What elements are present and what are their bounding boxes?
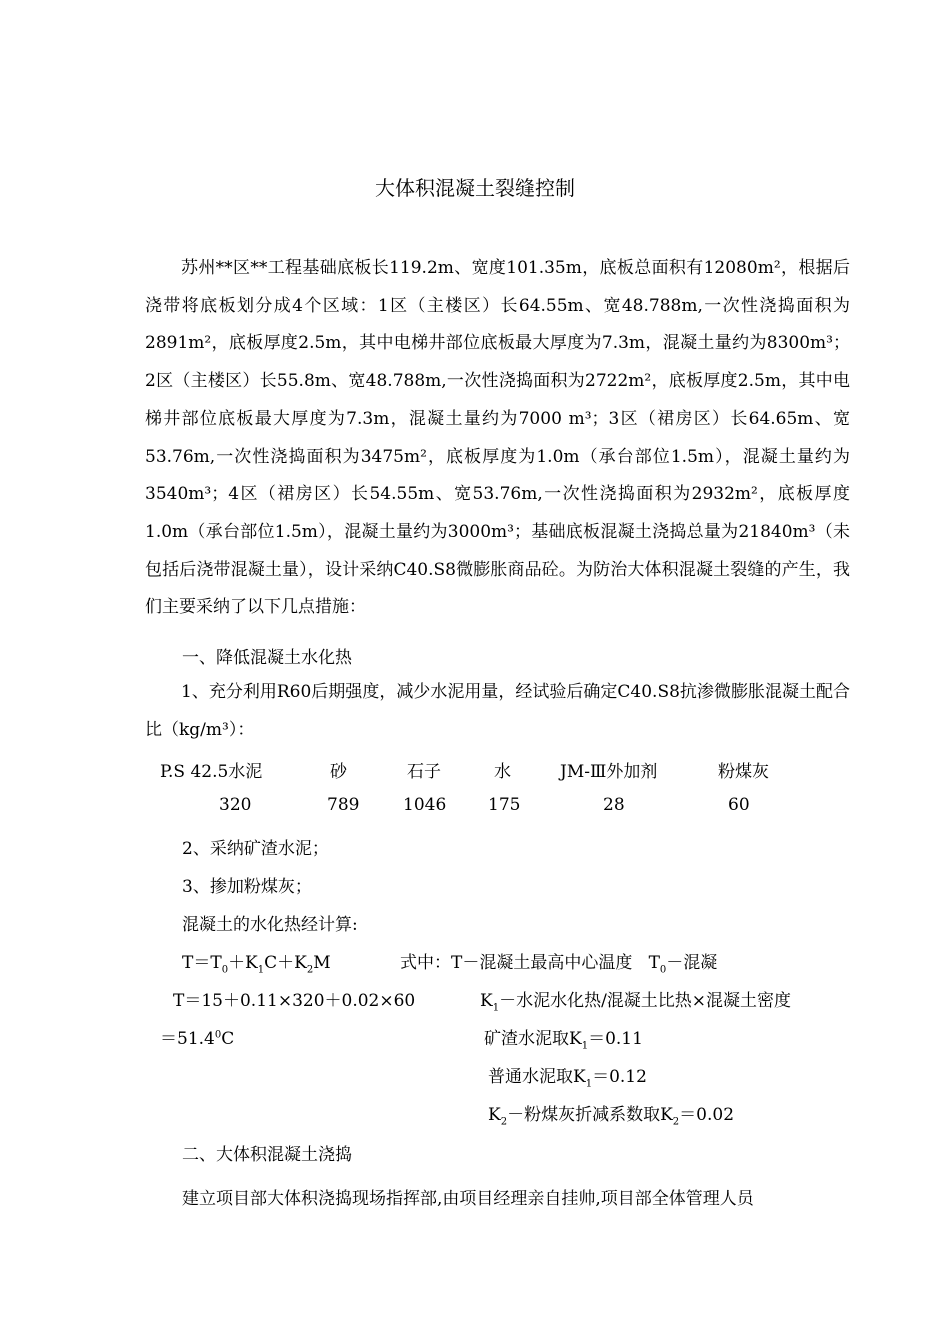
k1-normal-cement: 普通水泥取$K_1=0.12$: [488, 1067, 647, 1090]
calc-heading: 混凝土的水化热经计算:: [182, 915, 358, 935]
mix-value-stone: 1046: [403, 795, 447, 815]
mix-value-water: 175: [488, 795, 521, 815]
mix-header-admixture: JM-Ⅲ外加剂: [560, 762, 658, 782]
section-2-heading: 二、大体积混凝土浇捣: [182, 1145, 352, 1165]
heat-formula: $T=T_0+K_1C+K_2M$: [182, 953, 331, 976]
document-title: 大体积混凝土裂缝控制: [375, 176, 575, 200]
k2-definition: $K_2-$粉煤灰折减系数取$K_2=0.02$: [488, 1105, 735, 1128]
formula-calculation: T＝15＋0.11×320＋0.02×60: [173, 991, 416, 1011]
mix-header-water: 水: [494, 762, 511, 782]
mix-header-cement: P.S 42.5水泥: [160, 762, 263, 782]
formula-where-label: 式中：T－混凝土最高中心温度 $T_0-$混凝: [400, 953, 718, 976]
mix-value-cement: 320: [219, 795, 252, 815]
item-2-text: 2、采纳矿渣水泥；: [182, 839, 329, 859]
mix-header-flyash: 粉煤灰: [718, 762, 769, 782]
mix-header-stone: 石子: [407, 762, 441, 782]
mix-value-admixture: 28: [603, 795, 625, 815]
section-2-text: 建立项目部大体积浇捣现场指挥部,由项目经理亲自挂帅,项目部全体管理人员: [182, 1189, 754, 1209]
mix-value-flyash: 60: [728, 795, 750, 815]
intro-paragraph: 苏州**区**工程基础底板长119.2m、宽度101.35m，底板总面积有12080m²，根据后浇带将底板划分成4个区域：1区（主楼区）长64.55m、宽48.788m,一次性浇捣面积为2891m²，底板厚度2.5m，其中电梯井部位底板最大厚度为7.3m，混凝土量约为8300m³；2区（主楼区）长55.8m、宽48.788m,一次性浇捣面积为2722m²，底板厚度2.5m，其中电梯井部位底板最大厚度为7.3m，混凝土量约为7000 m³；3区（裙房区）长64.65m、宽53.76m,一次性浇捣面积为3475m²，底板厚度为1.0m（承台部位1.5m），混凝土量约为3540m³；4区（裙房区）长54.55m、宽53.76m,一次性浇捣面积为2932m²，底板厚度1.0m（承台部位1.5m），混凝土量约为3000m³；基础底板混凝土浇捣总量为21840m³（未包括后浇带混凝土量），设计采纳C40.S8微膨胀商品砼。为防治大体积混凝土裂缝的产生，我们主要采纳了以下几点措施：: [145, 258, 850, 618]
mix-value-sand: 789: [327, 795, 360, 815]
formula-result: $=51.4^0C$: [160, 1029, 235, 1049]
mix-header-sand: 砂: [330, 762, 347, 782]
item-3-text: 3、掺加粉煤灰；: [182, 877, 312, 897]
k1-definition: $K_1-$水泥水化热/混凝土比热×混凝土密度: [480, 991, 792, 1014]
item-1-text: 1、充分利用R60后期强度，减少水泥用量，经试验后确定C40.S8抗渗微膨胀混凝土配合比（kg/m³）：: [145, 682, 850, 740]
k1-slag-cement: 矿渣水泥取$K_1=0.11$: [484, 1029, 643, 1052]
section-1-heading: 一、降低混凝土水化热: [182, 648, 352, 668]
